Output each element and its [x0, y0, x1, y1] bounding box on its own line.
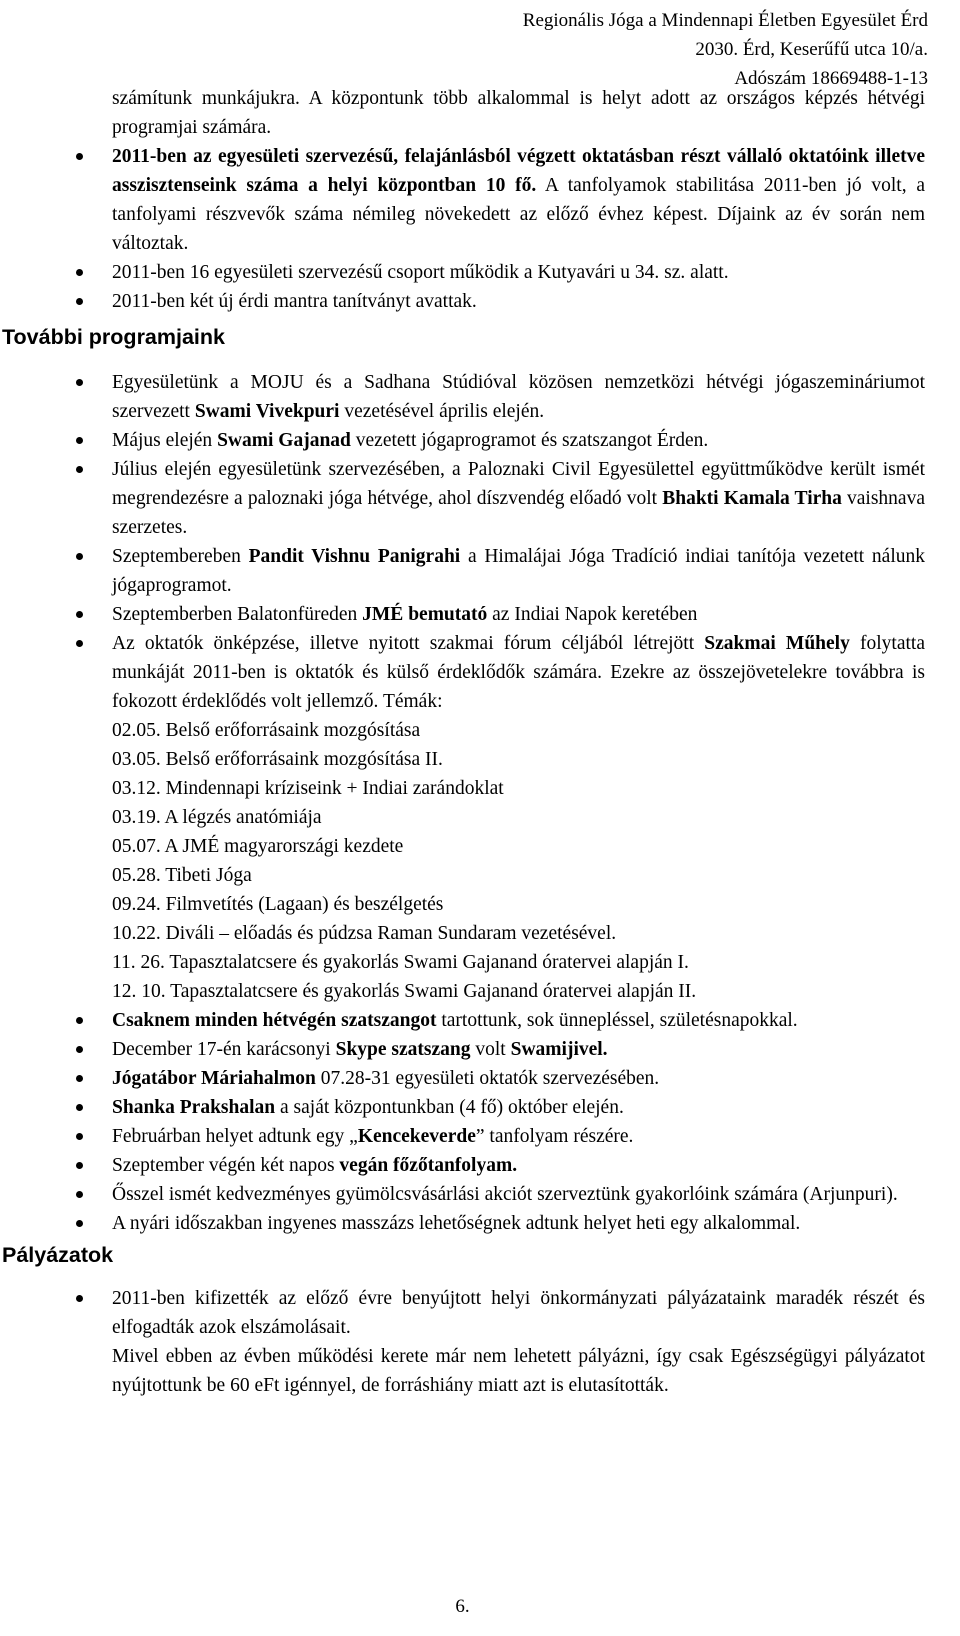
- list-item: A nyári időszakban ingyenes masszázs lehetőségnek adtunk helyet heti egy alkalommal.: [0, 1209, 925, 1238]
- document-header: [368, 6, 928, 93]
- list-item: 2011-ben az egyesületi szervezésű, felajánlásból végzett oktatásban részt vállaló oktatóink illetve asszisztenseink száma a helyi központban 10 fő. A tanfolyamok stabilitása 2011-ben jó volt, a tanfolyami részvevők száma némileg növekedett az előző évhez képest. Díjaink az év során nem változtak.: [0, 142, 925, 258]
- list-item: Az oktatók önképzése, illetve nyitott szakmai fórum céljából létrejött Szakmai Műhely folytatta munkáját 2011-ben is oktatók és külső érdeklődők számára. Ezekre az összejövetelekre továbbra is fokozott érdeklődés volt jellemző. Témák: 02.05. Belső erőforrásaink mozgósítása 03.05. Belső erőforrásaink mozgósítása II. 03.12. Mindennapi kríziseink + Indiai zarándoklat 03.19. A légzés anatómiája 05.07. A JMÉ magyarországi kezdete 05.28. Tibeti Jóga 09.24. Filmvetítés (Lagaan) és beszélgetés 10.22. Diváli – előadás és púdzsa Raman Sundaram vezetésével. 11. 26. Tapasztalatcsere és gyakorlás Swami Gajanand óratervei alapján I. 12. 10. Tapasztalatcsere és gyakorlás Swami Gajanand óratervei alapján II.: [0, 629, 925, 1006]
- programs-list: [0, 368, 925, 1238]
- list-item: 2011-ben 16 egyesületi szervezésű csoport működik a Kutyavári u 34. sz. alatt.: [0, 258, 925, 287]
- list-item: December 17-én karácsonyi Skype szatszang volt Swamijivel.: [0, 1035, 925, 1064]
- list-item: 2011-ben két új érdi mantra tanítványt avattak.: [0, 287, 925, 316]
- list-item: Februárban helyet adtunk egy „Kencekeverde” tanfolyam részére.: [0, 1122, 925, 1151]
- grants-list: [0, 1284, 925, 1400]
- list-item: Csaknem minden hétvégén szatszangot tartottunk, sok ünnepléssel, születésnapokkal.: [0, 1006, 925, 1035]
- header-address: 2030. Érd, Keserűfű utca 10/a.: [695, 39, 928, 60]
- intro-list: [0, 84, 925, 316]
- topic-item: 12. 10. Tapasztalatcsere és gyakorlás Swami Gajanand óratervei alapján II.: [112, 981, 697, 1002]
- list-item: Július elején egyesületünk szervezésében, a Paloznaki Civil Egyesülettel együttműködve került ismét megrendezésre a paloznaki jóga hétvége, ahol díszvendég előadó volt Bhakti Kamala Tirha vaishnava szerzetes.: [0, 455, 925, 542]
- topic-item: 03.12. Mindennapi kríziseink + Indiai zarándoklat: [112, 778, 504, 799]
- list-item: Egyesületünk a MOJU és a Sadhana Stúdióval közösen nemzetközi hétvégi jógaszemináriumot szervezett Swami Vivekpuri vezetésével április elején.: [0, 368, 925, 426]
- page-number: 6.: [455, 1596, 470, 1617]
- list-item: Shanka Prakshalan a saját központunkban (4 fő) október elején.: [0, 1093, 925, 1122]
- header-org-name: Regionális Jóga a Mindennapi Életben Egyesület Érd: [522, 10, 928, 31]
- list-item: Május elején Swami Gajanad vezetett jógaprogramot és szatszangot Érden.: [0, 426, 925, 455]
- section-heading-programs: További programjaink: [2, 325, 225, 349]
- list-item: 2011-ben kifizették az előző évre benyújtott helyi önkormányzati pályázataink maradék részét és elfogadták azok elszámolásait. Mivel ebben az évben működési kerete már nem lehetett pályázni, így csak Egészségügyi pályázatot nyújtottunk be 60 eFt igénnyel, de forráshiány miatt azt is elutasították.: [0, 1284, 925, 1400]
- section-heading-grants: Pályázatok: [2, 1243, 114, 1267]
- topic-item: 11. 26. Tapasztalatcsere és gyakorlás Swami Gajanand óratervei alapján I.: [112, 952, 689, 973]
- list-item: Szeptemberben Balatonfüreden JMÉ bemutató az Indiai Napok keretében: [0, 600, 925, 629]
- list-item: Szeptember végén két napos vegán főzőtanfolyam.: [0, 1151, 925, 1180]
- document-body: [0, 84, 925, 1400]
- list-item: Szeptembereben Pandit Vishnu Panigrahi a Himalájai Jóga Tradíció indiai tanítója vezetett nálunk jógaprogramot.: [0, 542, 925, 600]
- topic-item: 05.07. A JMÉ magyarországi kezdete: [112, 836, 404, 857]
- list-item: Ősszel ismét kedvezményes gyümölcsvásárlási akciót szerveztünk gyakorlóink számára (Arjunpuri).: [0, 1180, 925, 1209]
- topic-item: 02.05. Belső erőforrásaink mozgósítása: [112, 720, 421, 741]
- list-item: Jógatábor Máriahalmon 07.28-31 egyesületi oktatók szervezésében.: [0, 1064, 925, 1093]
- topic-item: 03.19. A légzés anatómiája: [112, 807, 322, 828]
- header-tax-number: Adószám 18669488-1-13: [734, 68, 928, 89]
- list-item: számítunk munkájukra. A központunk több alkalommal is helyt adott az országos képzés hétvégi programjai számára.: [112, 88, 925, 138]
- topic-item: 09.24. Filmvetítés (Lagaan) és beszélgetés: [112, 894, 444, 915]
- topic-item: 05.28. Tibeti Jóga: [112, 865, 252, 886]
- topic-item: 10.22. Diváli – előadás és púdzsa Raman Sundaram vezetésével.: [112, 923, 617, 944]
- topic-item: 03.05. Belső erőforrásaink mozgósítása II.: [112, 749, 443, 770]
